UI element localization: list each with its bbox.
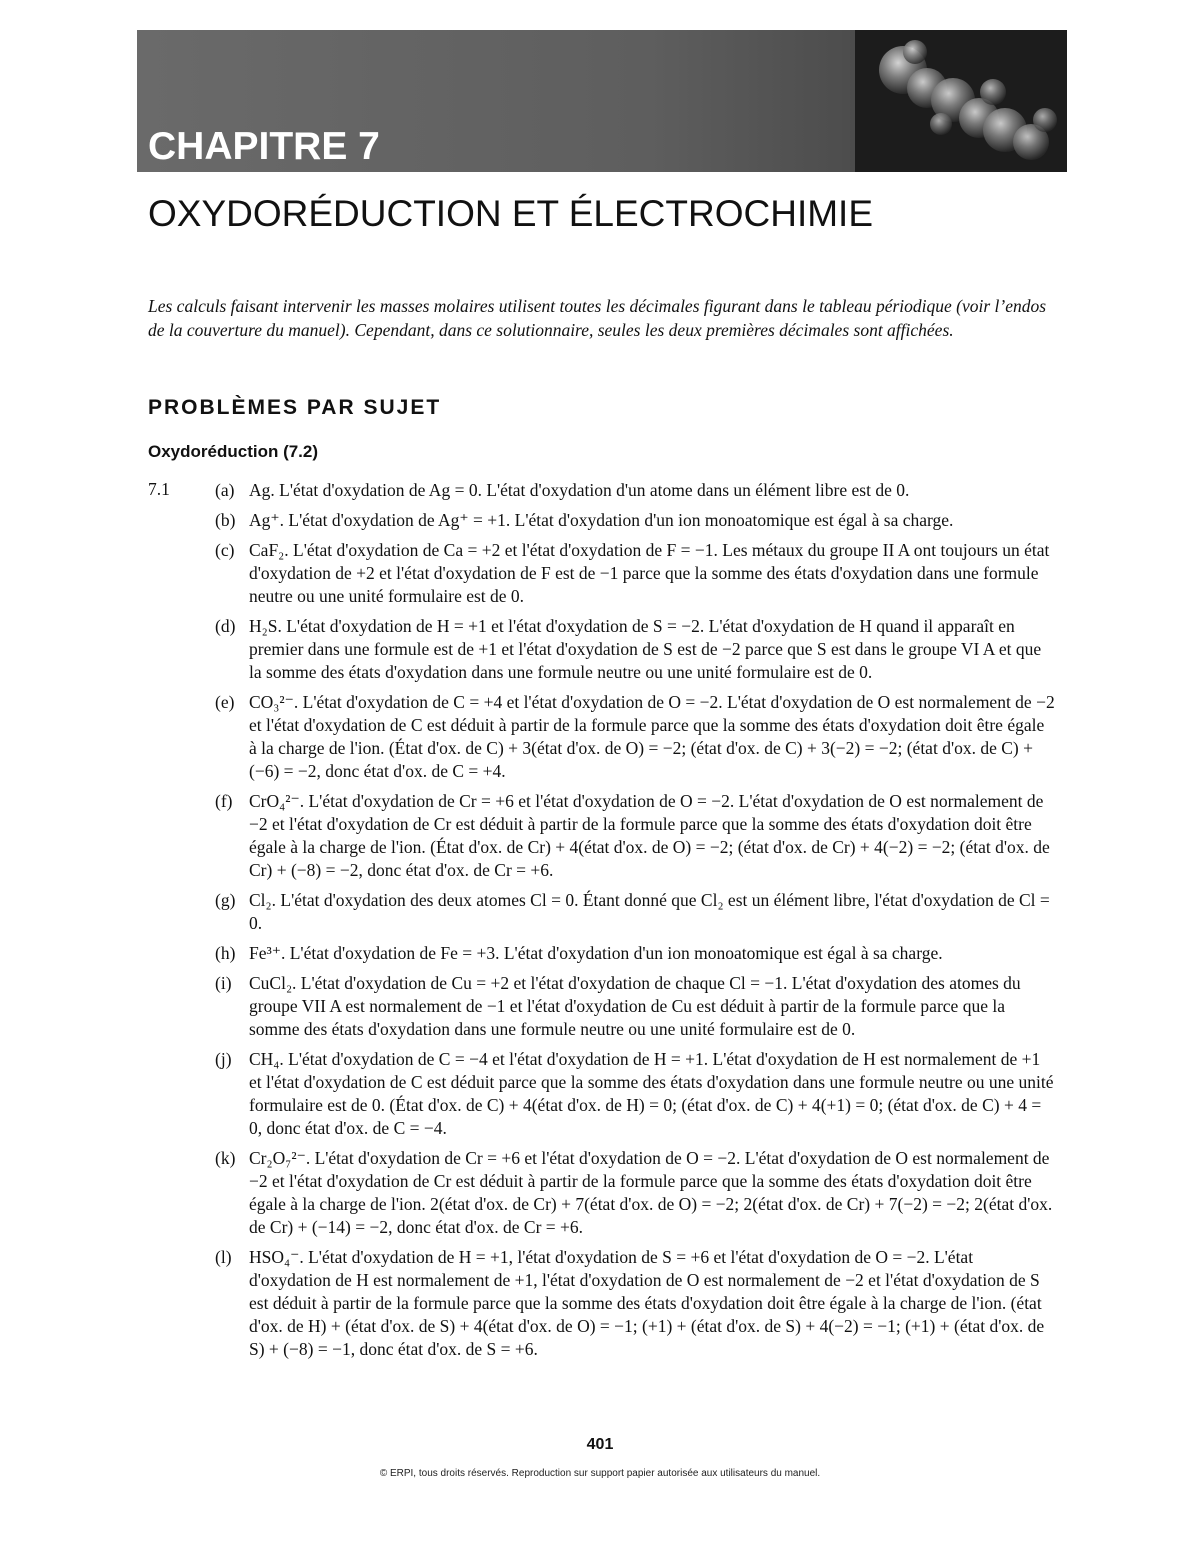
chapter-title: OXYDORÉDUCTION ET ÉLECTROCHIMIE [148,193,874,234]
list-item [215,972,1055,1041]
list-item [215,1147,1055,1239]
list-item [215,691,1055,783]
item-text: Ag⁺. L'état d'oxydation de Ag⁺ = +1. L'état d'oxydation d'un ion monoatomique est égal à sa charge. [249,510,954,530]
copyright-notice: © ERPI, tous droits réservés. Reproduction sur support papier autorisée aux utilisateurs du manuel. [379,1468,821,1479]
item-label: (f) [215,791,233,811]
item-text: Fe³⁺. L'état d'oxydation de Fe = +3. L'état d'oxydation d'un ion monoatomique est égal à sa charge. [249,943,943,963]
list-item [215,942,1055,965]
item-label: (g) [215,890,236,910]
problem-number: 7.1 [148,479,170,499]
item-label: (l) [215,1247,232,1267]
list-item [215,479,1055,502]
answer-list [215,479,1055,1368]
item-label: (k) [215,1148,236,1168]
item-text: H₂S. L'état d'oxydation de H = +1 et l'état d'oxydation de S = −2. L'état d'oxydation de H quand il apparaît en premier dans une formule est de +1 et l'état d'oxydation de S est de −2 parce que S est dans le groupe VI A et que la somme des états d'oxydation dans une formule neutre ou une unité formulaire est de 0. [249,616,1042,682]
item-label: (j) [215,1049,232,1069]
item-label: (h) [215,943,236,963]
item-text: Ag. L'état d'oxydation de Ag = 0. L'état d'oxydation d'un atome dans un élément libre est de 0. [249,480,910,500]
intro-note: Les calculs faisant intervenir les masses molaires utilisent toutes les décimales figurant dans le tableau périodique (voir l’endos de la couverture du manuel). Cependant, dans ce solutionnaire, seules les deux premières décimales sont affichées. [148,296,1047,340]
item-text: HSO₄⁻. L'état d'oxydation de H = +1, l'état d'oxydation de S = +6 et l'état d'oxydation de O = −2. L'état d'oxydation de H est normalement de +1, l'état d'oxydation de O est normalement de −2 et l'état d'oxydation de S est déduit à partir de la formule parce que la somme des états d'oxydation doit être égale à la charge de l'ion. (état d'ox. de H) + (état d'ox. de S) + 4(état d'ox. de O) = −1; (+1) + (état d'ox. de S) + 4(−2) = −1; (+1) + (état d'ox. de S) + (−8) = −1, donc état d'ox. de S = +6. [249,1247,1045,1359]
item-label: (c) [215,540,235,560]
item-label: (b) [215,510,236,530]
section-heading: PROBLÈMES PAR SUJET [148,396,442,419]
list-item [215,1246,1055,1361]
list-item [215,1048,1055,1140]
item-text: CH₄. L'état d'oxydation de C = −4 et l'état d'oxydation de H = +1. L'état d'oxydation de H est normalement de +1 et l'état d'oxydation de C est déduit parce que la somme des états d'oxydation dans une formule neutre ou une unité formulaire est de 0. (État d'ox. de C) + 4(état d'ox. de H) = 0; (état d'ox. de C) + 4(+1) = 0; (état d'ox. de C) + 4 = 0, donc état d'ox. de C = −4. [249,1049,1054,1138]
item-text: CaF₂. L'état d'oxydation de Ca = +2 et l'état d'oxydation de F = −1. Les métaux du groupe II A ont toujours un état d'oxydation de +2 et l'état d'oxydation de F est de −1 parce que la somme des états d'oxydation dans une formule neutre ou une unité formulaire est de 0. [249,540,1050,606]
list-item [215,889,1055,935]
molecule-image [855,30,1067,172]
item-text: Cr₂O₇²⁻. L'état d'oxydation de Cr = +6 et l'état d'oxydation de O = −2. L'état d'oxydation de O est normalement de −2 et l'état d'oxydation de Cr est déduit à partir de la formule parce que la somme des états d'oxydation doit être égale à la charge de l'ion. 2(état d'ox. de Cr) + 7(état d'ox. de O) = −2; 2(état d'ox. de Cr) + 7(−2) = −2; 2(état d'ox. de Cr) + (−14) = −2, donc état d'ox. de Cr = +6. [249,1148,1053,1237]
item-text: CuCl₂. L'état d'oxydation de Cu = +2 et l'état d'oxydation de chaque Cl = −1. L'état d'oxydation des atomes du groupe VII A est normalement de −1 et l'état d'oxydation de Cu est déduit à partir de la formule parce que la somme des états d'oxydation dans une formule neutre ou une unité formulaire est de 0. [249,973,1021,1039]
item-label: (d) [215,616,236,636]
page-number: 401 [586,1436,614,1453]
list-item [215,790,1055,882]
list-item [215,615,1055,684]
item-label: (e) [215,692,235,712]
item-text: CrO₄²⁻. L'état d'oxydation de Cr = +6 et l'état d'oxydation de O = −2. L'état d'oxydation de O est normalement de −2 et l'état d'oxydation de Cr est déduit à partir de la formule parce que la somme des états d'oxydation doit être égale à la charge de l'ion. (État d'ox. de Cr) + 4(état d'ox. de O) = −2; (état d'ox. de Cr) + 4(−2) = −2; (état d'ox. de Cr) + (−8) = −2, donc état d'ox. de Cr = +6. [249,791,1050,880]
item-label: (i) [215,973,232,993]
item-label: (a) [215,480,235,500]
list-item [215,539,1055,608]
list-item [215,509,1055,532]
item-text: CO₃²⁻. L'état d'oxydation de C = +4 et l'état d'oxydation de O = −2. L'état d'oxydation de O est normalement de −2 et l'état d'oxydation de C est déduit à partir de la formule parce que la somme des états d'oxydation doit être égale à la charge de l'ion. (État d'ox. de C) + 3(état d'ox. de O) = −2; (état d'ox. de C) + 3(−2) = −2; (état d'ox. de C) + (−6) = −2, donc état d'ox. de C = +4. [249,692,1055,781]
item-text: Cl₂. L'état d'oxydation des deux atomes Cl = 0. Étant donné que Cl₂ est un élément libre, l'état d'oxydation de Cl = 0. [249,890,1050,933]
chapter-banner [137,30,1067,172]
chapter-label: CHAPITRE 7 [148,125,380,168]
subsection-heading: Oxydoréduction (7.2) [148,442,319,461]
